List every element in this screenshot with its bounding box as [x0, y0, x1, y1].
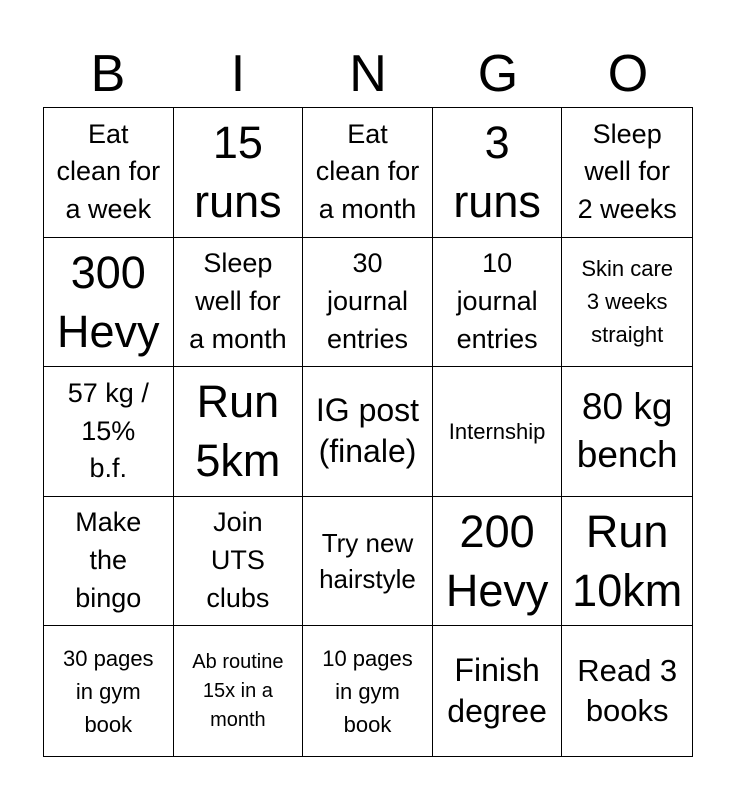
- bingo-cell[interactable]: [303, 626, 433, 756]
- cell-text: Internship: [448, 418, 546, 444]
- cell-text: Ab routine 15x in a month: [192, 650, 284, 731]
- cell-text: 300 Hevy: [57, 246, 160, 357]
- bingo-cell[interactable]: [433, 238, 563, 368]
- header-letter-n: N: [349, 45, 387, 103]
- bingo-cell[interactable]: [44, 238, 174, 368]
- bingo-cell[interactable]: [562, 367, 692, 497]
- header-letter-b: B: [90, 45, 126, 103]
- header-letter-g: G: [477, 45, 519, 103]
- cell-text: 200 Hevy: [445, 505, 549, 617]
- cell-text: 3 runs: [453, 116, 541, 228]
- cell-text: Skin care 3 weeks straight: [581, 256, 674, 348]
- cell-text: Sleep well for a month: [189, 248, 287, 354]
- header-letter-i: I: [230, 45, 246, 103]
- bingo-board: [43, 107, 693, 757]
- bingo-cell[interactable]: [562, 626, 692, 756]
- cell-text: 80 kg bench: [576, 385, 678, 476]
- header-letter-o: O: [607, 45, 649, 103]
- bingo-cell[interactable]: [174, 497, 304, 627]
- cell-text: 57 kg / 15% b.f.: [67, 377, 149, 484]
- bingo-cell[interactable]: [303, 367, 433, 497]
- bingo-cell[interactable]: [44, 108, 174, 238]
- cell-text: Try new hairstyle: [319, 527, 416, 595]
- bingo-cell[interactable]: [433, 626, 563, 756]
- bingo-cell[interactable]: [44, 626, 174, 756]
- cell-text: 15 runs: [194, 116, 282, 228]
- bingo-cell[interactable]: [44, 497, 174, 627]
- bingo-cell[interactable]: [562, 497, 692, 627]
- bingo-cell[interactable]: [433, 108, 563, 238]
- cell-text: Sleep well for 2 weeks: [577, 118, 677, 225]
- cell-text: 10 journal entries: [456, 248, 538, 354]
- cell-text: Read 3 books: [577, 652, 678, 729]
- bingo-cell[interactable]: [44, 367, 174, 497]
- bingo-cell[interactable]: [174, 367, 304, 497]
- bingo-cell[interactable]: [303, 108, 433, 238]
- cell-text: Make the bingo: [75, 507, 142, 613]
- cell-text: 30 pages in gym book: [63, 645, 154, 737]
- bingo-cell[interactable]: [562, 108, 692, 238]
- bingo-cell[interactable]: [562, 238, 692, 368]
- cell-text: Finish degree: [447, 651, 547, 730]
- cell-text: Join UTS clubs: [206, 507, 270, 613]
- cell-text: Eat clean for a week: [56, 118, 161, 225]
- cell-text: 10 pages in gym book: [322, 645, 413, 737]
- cell-text: IG post (finale): [315, 391, 420, 470]
- cell-text: Run 10km: [572, 505, 683, 617]
- bingo-cell[interactable]: [433, 367, 563, 497]
- bingo-cell[interactable]: [303, 497, 433, 627]
- bingo-header: [43, 40, 693, 108]
- bingo-cell[interactable]: [174, 108, 304, 238]
- cell-text: 30 journal entries: [326, 248, 409, 354]
- bingo-cell[interactable]: [433, 497, 563, 627]
- cell-text: Run 5km: [195, 376, 281, 487]
- bingo-cell[interactable]: [174, 626, 304, 756]
- bingo-cell[interactable]: [174, 238, 304, 368]
- bingo-cell[interactable]: [303, 238, 433, 368]
- cell-text: Eat clean for a month: [315, 118, 420, 225]
